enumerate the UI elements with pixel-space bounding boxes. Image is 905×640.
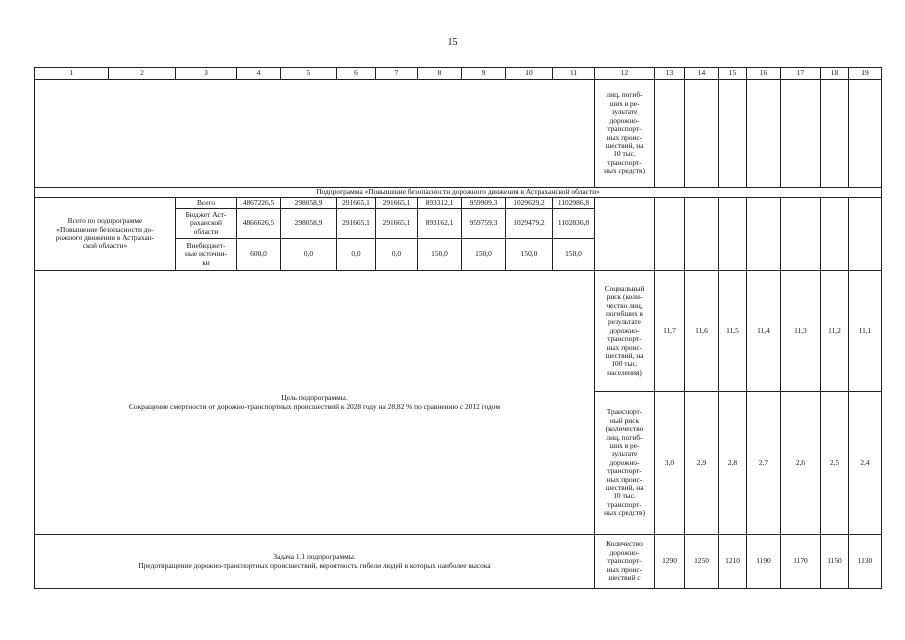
funding-value: 4866626,5 <box>237 209 281 239</box>
continued-empty-cell <box>35 80 595 188</box>
goal-text: Сокращение смертности от дорожно-транспортных происшествий к 2028 году на 28,82 % по сравнению с 2012 годом <box>128 401 501 411</box>
funding-value: 600,0 <box>237 239 281 271</box>
indicator-value: 11,6 <box>685 271 719 392</box>
empty-cell <box>655 198 685 271</box>
funding-source: Внебюджет- ные источни- ки <box>176 239 237 271</box>
column-number: 6 <box>337 68 376 80</box>
indicator-value: 2,6 <box>781 392 821 535</box>
funding-value: 0,0 <box>281 239 337 271</box>
column-number: 7 <box>376 68 418 80</box>
funding-value: 298058,9 <box>281 209 337 239</box>
indicator-value: 2,9 <box>685 392 719 535</box>
funding-value: 150,0 <box>418 239 462 271</box>
empty-cell <box>685 198 719 271</box>
indicator-value: 11,2 <box>821 271 849 392</box>
funding-value: 1029479,2 <box>506 209 553 239</box>
empty-cell <box>821 80 849 188</box>
column-number: 14 <box>685 68 719 80</box>
subprogram-title-row <box>35 188 882 198</box>
subprogram-total-label: Всего по подпрограмме «Повышение безопасности до- рожного движения в Астрахан- ской области» <box>35 198 176 271</box>
column-number: 17 <box>781 68 821 80</box>
column-number: 3 <box>176 68 237 80</box>
funding-value: 291665,1 <box>337 209 376 239</box>
funding-value: 298058,9 <box>281 198 337 209</box>
funding-row-total <box>35 198 882 209</box>
empty-cell <box>849 80 882 188</box>
column-number: 1 <box>35 68 109 80</box>
funding-value: 291665,1 <box>376 198 418 209</box>
funding-value: 959909,3 <box>462 198 506 209</box>
funding-value: 1029629,2 <box>506 198 553 209</box>
continued-row <box>35 80 882 188</box>
funding-value: 150,0 <box>506 239 553 271</box>
indicator-value: 2,8 <box>719 392 747 535</box>
empty-cell <box>821 198 849 271</box>
indicator-value: 11,1 <box>849 271 882 392</box>
empty-cell <box>655 80 685 188</box>
subprogram-title: Подпрограмма «Повышение безопасности дорожного движения в Астраханской области» <box>35 188 882 198</box>
indicator-value: 1250 <box>685 535 719 589</box>
page-number: 15 <box>447 37 458 48</box>
indicator-name: Социальный риск (коли- чество лиц, погибших в результате дорожно- транспорт- ных проис- шествий, на 100 тыс. населения) <box>595 271 655 392</box>
funding-value: 4867226,5 <box>237 198 281 209</box>
indicator-value: 3,0 <box>655 392 685 535</box>
indicator-value: 11,4 <box>747 271 781 392</box>
empty-cell <box>781 198 821 271</box>
funding-value: 959759,3 <box>462 209 506 239</box>
empty-cell <box>719 80 747 188</box>
column-number: 2 <box>109 68 176 80</box>
indicator-value: 11,3 <box>781 271 821 392</box>
column-number: 4 <box>237 68 281 80</box>
continued-indicator-cell: лиц, погиб- ших в ре- зультате дорожно- транспорт- ных проис- шествий, на 10 тыс. транспорт- ных средств) <box>595 80 655 188</box>
indicator-table <box>34 67 882 589</box>
indicator-value: 1190 <box>747 535 781 589</box>
indicator-name: Транспорт- ный риск (количество лиц, погиб- ших в ре- зультате дорожно- транспорт- ных проис- шествий, на 10 тыс. транспорт- ных средств) <box>595 392 655 535</box>
column-number: 19 <box>849 68 882 80</box>
column-number: 10 <box>506 68 553 80</box>
indicator-value: 11,5 <box>719 271 747 392</box>
empty-cell <box>685 80 719 188</box>
column-number-row <box>35 68 882 80</box>
column-number: 15 <box>719 68 747 80</box>
funding-value: 1102836,8 <box>553 209 595 239</box>
task-title: Задача 1.1 подпрограммы. <box>273 552 356 562</box>
empty-cell <box>595 198 655 271</box>
indicator-value: 1210 <box>719 535 747 589</box>
column-number: 11 <box>553 68 595 80</box>
funding-value: 893162,1 <box>418 209 462 239</box>
funding-value: 150,0 <box>462 239 506 271</box>
funding-value: 893312,1 <box>418 198 462 209</box>
indicator-value: 1150 <box>821 535 849 589</box>
indicator-value: 1170 <box>781 535 821 589</box>
funding-source: Всего <box>176 198 237 209</box>
empty-cell <box>747 198 781 271</box>
funding-value: 291665,1 <box>376 209 418 239</box>
indicator-value: 1130 <box>849 535 882 589</box>
funding-value: 150,0 <box>553 239 595 271</box>
column-number: 13 <box>655 68 685 80</box>
funding-value: 0,0 <box>376 239 418 271</box>
subprogram-goal-cell <box>35 271 595 535</box>
subprogram-task-cell <box>35 535 595 589</box>
task-text: Предотвращение дорожно-транспортных происшествий, вероятность гибели людей в которых наиболее высока <box>138 560 491 570</box>
indicator-value: 2,5 <box>821 392 849 535</box>
goal-title: Цель подпрограммы. <box>281 393 348 403</box>
funding-value: 0,0 <box>337 239 376 271</box>
empty-cell <box>781 80 821 188</box>
empty-cell <box>849 198 882 271</box>
task-row <box>35 535 882 589</box>
indicator-value: 11,7 <box>655 271 685 392</box>
column-number: 9 <box>462 68 506 80</box>
indicator-value: 2,7 <box>747 392 781 535</box>
funding-value: 1102986,8 <box>553 198 595 209</box>
empty-cell <box>719 198 747 271</box>
indicator-value: 1290 <box>655 535 685 589</box>
column-number: 18 <box>821 68 849 80</box>
goal-indicator-row-1 <box>35 271 882 392</box>
column-number: 12 <box>595 68 655 80</box>
indicator-value: 2,4 <box>849 392 882 535</box>
column-number: 16 <box>747 68 781 80</box>
indicator-name: Количество дорожно- транспорт- ных проис- шествий с <box>595 535 655 589</box>
funding-value: 291665,1 <box>337 198 376 209</box>
column-number: 8 <box>418 68 462 80</box>
empty-cell <box>747 80 781 188</box>
funding-source: Бюджет Аст- раханской области <box>176 209 237 239</box>
column-number: 5 <box>281 68 337 80</box>
